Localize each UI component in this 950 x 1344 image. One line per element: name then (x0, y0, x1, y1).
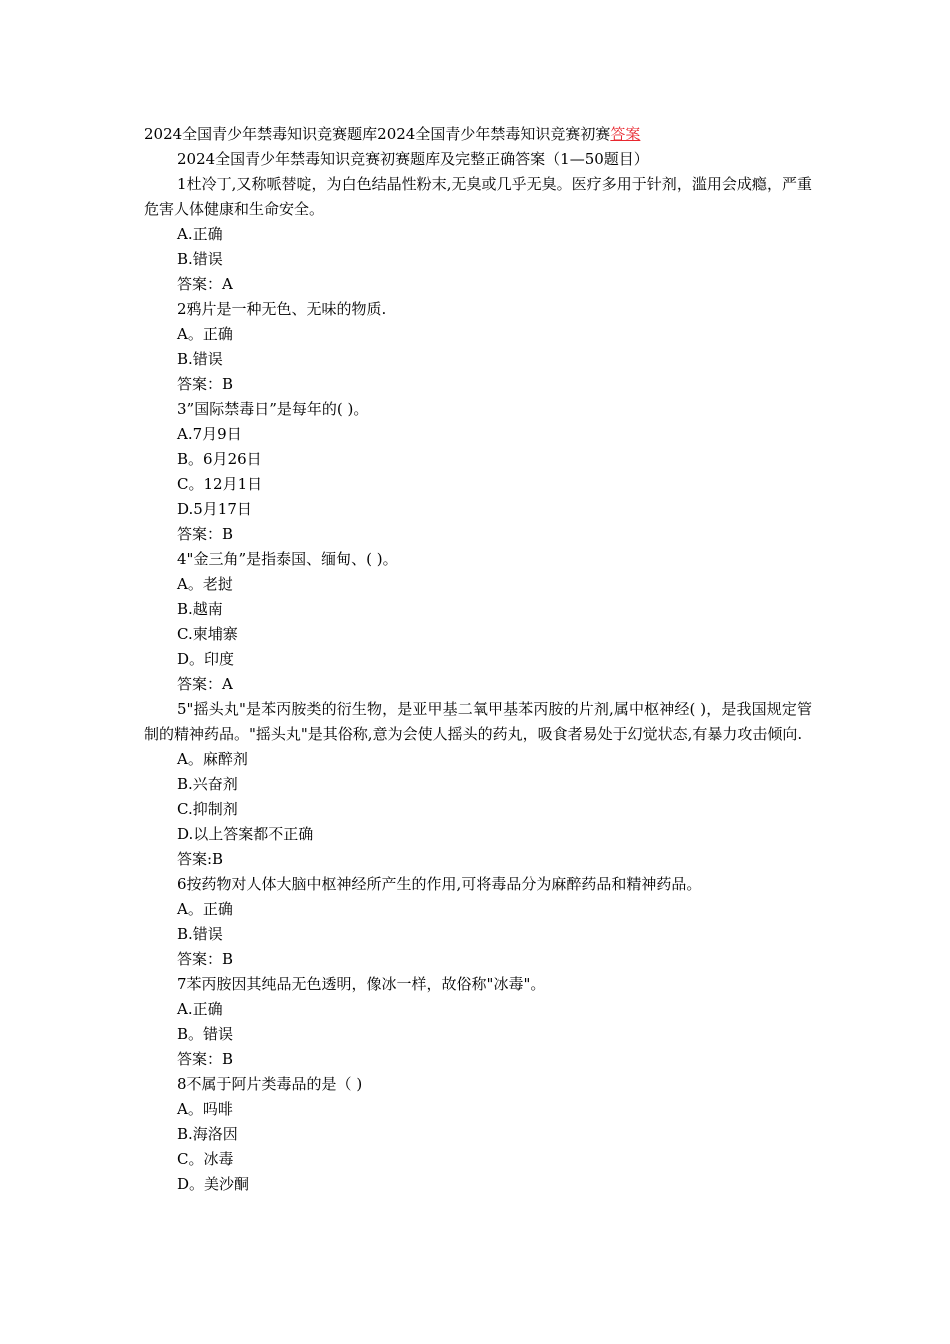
question-6-option-a: A。正确 (177, 900, 233, 918)
question-7-option-b: B。错误 (177, 1025, 234, 1043)
question-6-answer: 答案：B (177, 950, 234, 968)
question-5-answer: 答案:B (177, 850, 224, 868)
question-6-option-b: B.错误 (177, 925, 223, 943)
answer-link[interactable]: 答案 (610, 125, 641, 143)
question-5-option-a: A。麻醉剂 (177, 750, 248, 768)
question-3-option-a: A.7月9日 (177, 425, 242, 443)
question-5-option-c: C.抑制剂 (177, 800, 238, 818)
question-4-option-d: D。印度 (177, 650, 235, 668)
question-3-option-c: C。12月1日 (177, 475, 263, 493)
question-5-option-d: D.以上答案都不正确 (177, 825, 314, 843)
question-8-option-d: D。美沙酮 (177, 1175, 250, 1193)
question-1-answer: 答案：A (177, 275, 233, 293)
question-3-answer: 答案：B (177, 525, 234, 543)
question-8-option-a: A。吗啡 (177, 1100, 233, 1118)
document-body (144, 122, 812, 1197)
question-7-option-a: A.正确 (177, 1000, 223, 1018)
question-7-answer: 答案：B (177, 1050, 234, 1068)
title-text: 2024全国青少年禁毒知识竞赛题库2024全国青少年禁毒知识竞赛初赛 (144, 125, 611, 143)
question-4-option-a: A。老挝 (177, 575, 233, 593)
question-1-option-a: A.正确 (177, 225, 223, 243)
question-1-stem: 1杜冷丁,又称哌替啶，为白色结晶性粉末,无臭或几乎无臭。医疗多用于针剂，滥用会成瘾，严重危害人体健康和生命安全。 (144, 175, 812, 218)
question-4-option-b: B.越南 (177, 600, 223, 618)
question-2-answer: 答案：B (177, 375, 234, 393)
question-3-stem: 3”国际禁毒日”是每年的( )。 (177, 400, 369, 418)
question-4-answer: 答案：A (177, 675, 233, 693)
question-6-stem: 6按药物对人体大脑中枢神经所产生的作用,可将毒品分为麻醉药品和精神药品。 (177, 875, 702, 893)
question-8-option-c: C。冰毒 (177, 1150, 234, 1168)
question-4-stem: 4"金三角”是指泰国、缅甸、( )。 (177, 550, 398, 568)
question-5-stem: 5"摇头丸"是苯丙胺类的衍生物，是亚甲基二氧甲基苯丙胺的片剂,属中枢神经( )，是我国规定管制的精神药品。"摇头丸"是其俗称,意为会使人摇头的药丸，吸食者易处于幻觉状态,有暴力攻击倾向. (144, 700, 812, 743)
question-2-stem: 2鸦片是一种无色、无味的物质. (177, 300, 387, 318)
question-8-stem: 8不属于阿片类毒品的是（ ) (177, 1075, 363, 1093)
question-8-option-b: B.海洛因 (177, 1125, 238, 1143)
question-3-option-d: D.5月17日 (177, 500, 252, 518)
question-3-option-b: B。6月26日 (177, 450, 262, 468)
question-7-stem: 7苯丙胺因其纯品无色透明，像冰一样，故俗称"冰毒"。 (177, 975, 546, 993)
question-1-option-b: B.错误 (177, 250, 223, 268)
document-subtitle: 2024全国青少年禁毒知识竞赛初赛题库及完整正确答案（1—50题目） (177, 150, 649, 168)
question-4-option-c: C.柬埔寨 (177, 625, 238, 643)
question-5-option-b: B.兴奋剂 (177, 775, 238, 793)
question-2-option-b: B.错误 (177, 350, 223, 368)
document-title (144, 122, 812, 147)
question-2-option-a: A。正确 (177, 325, 233, 343)
